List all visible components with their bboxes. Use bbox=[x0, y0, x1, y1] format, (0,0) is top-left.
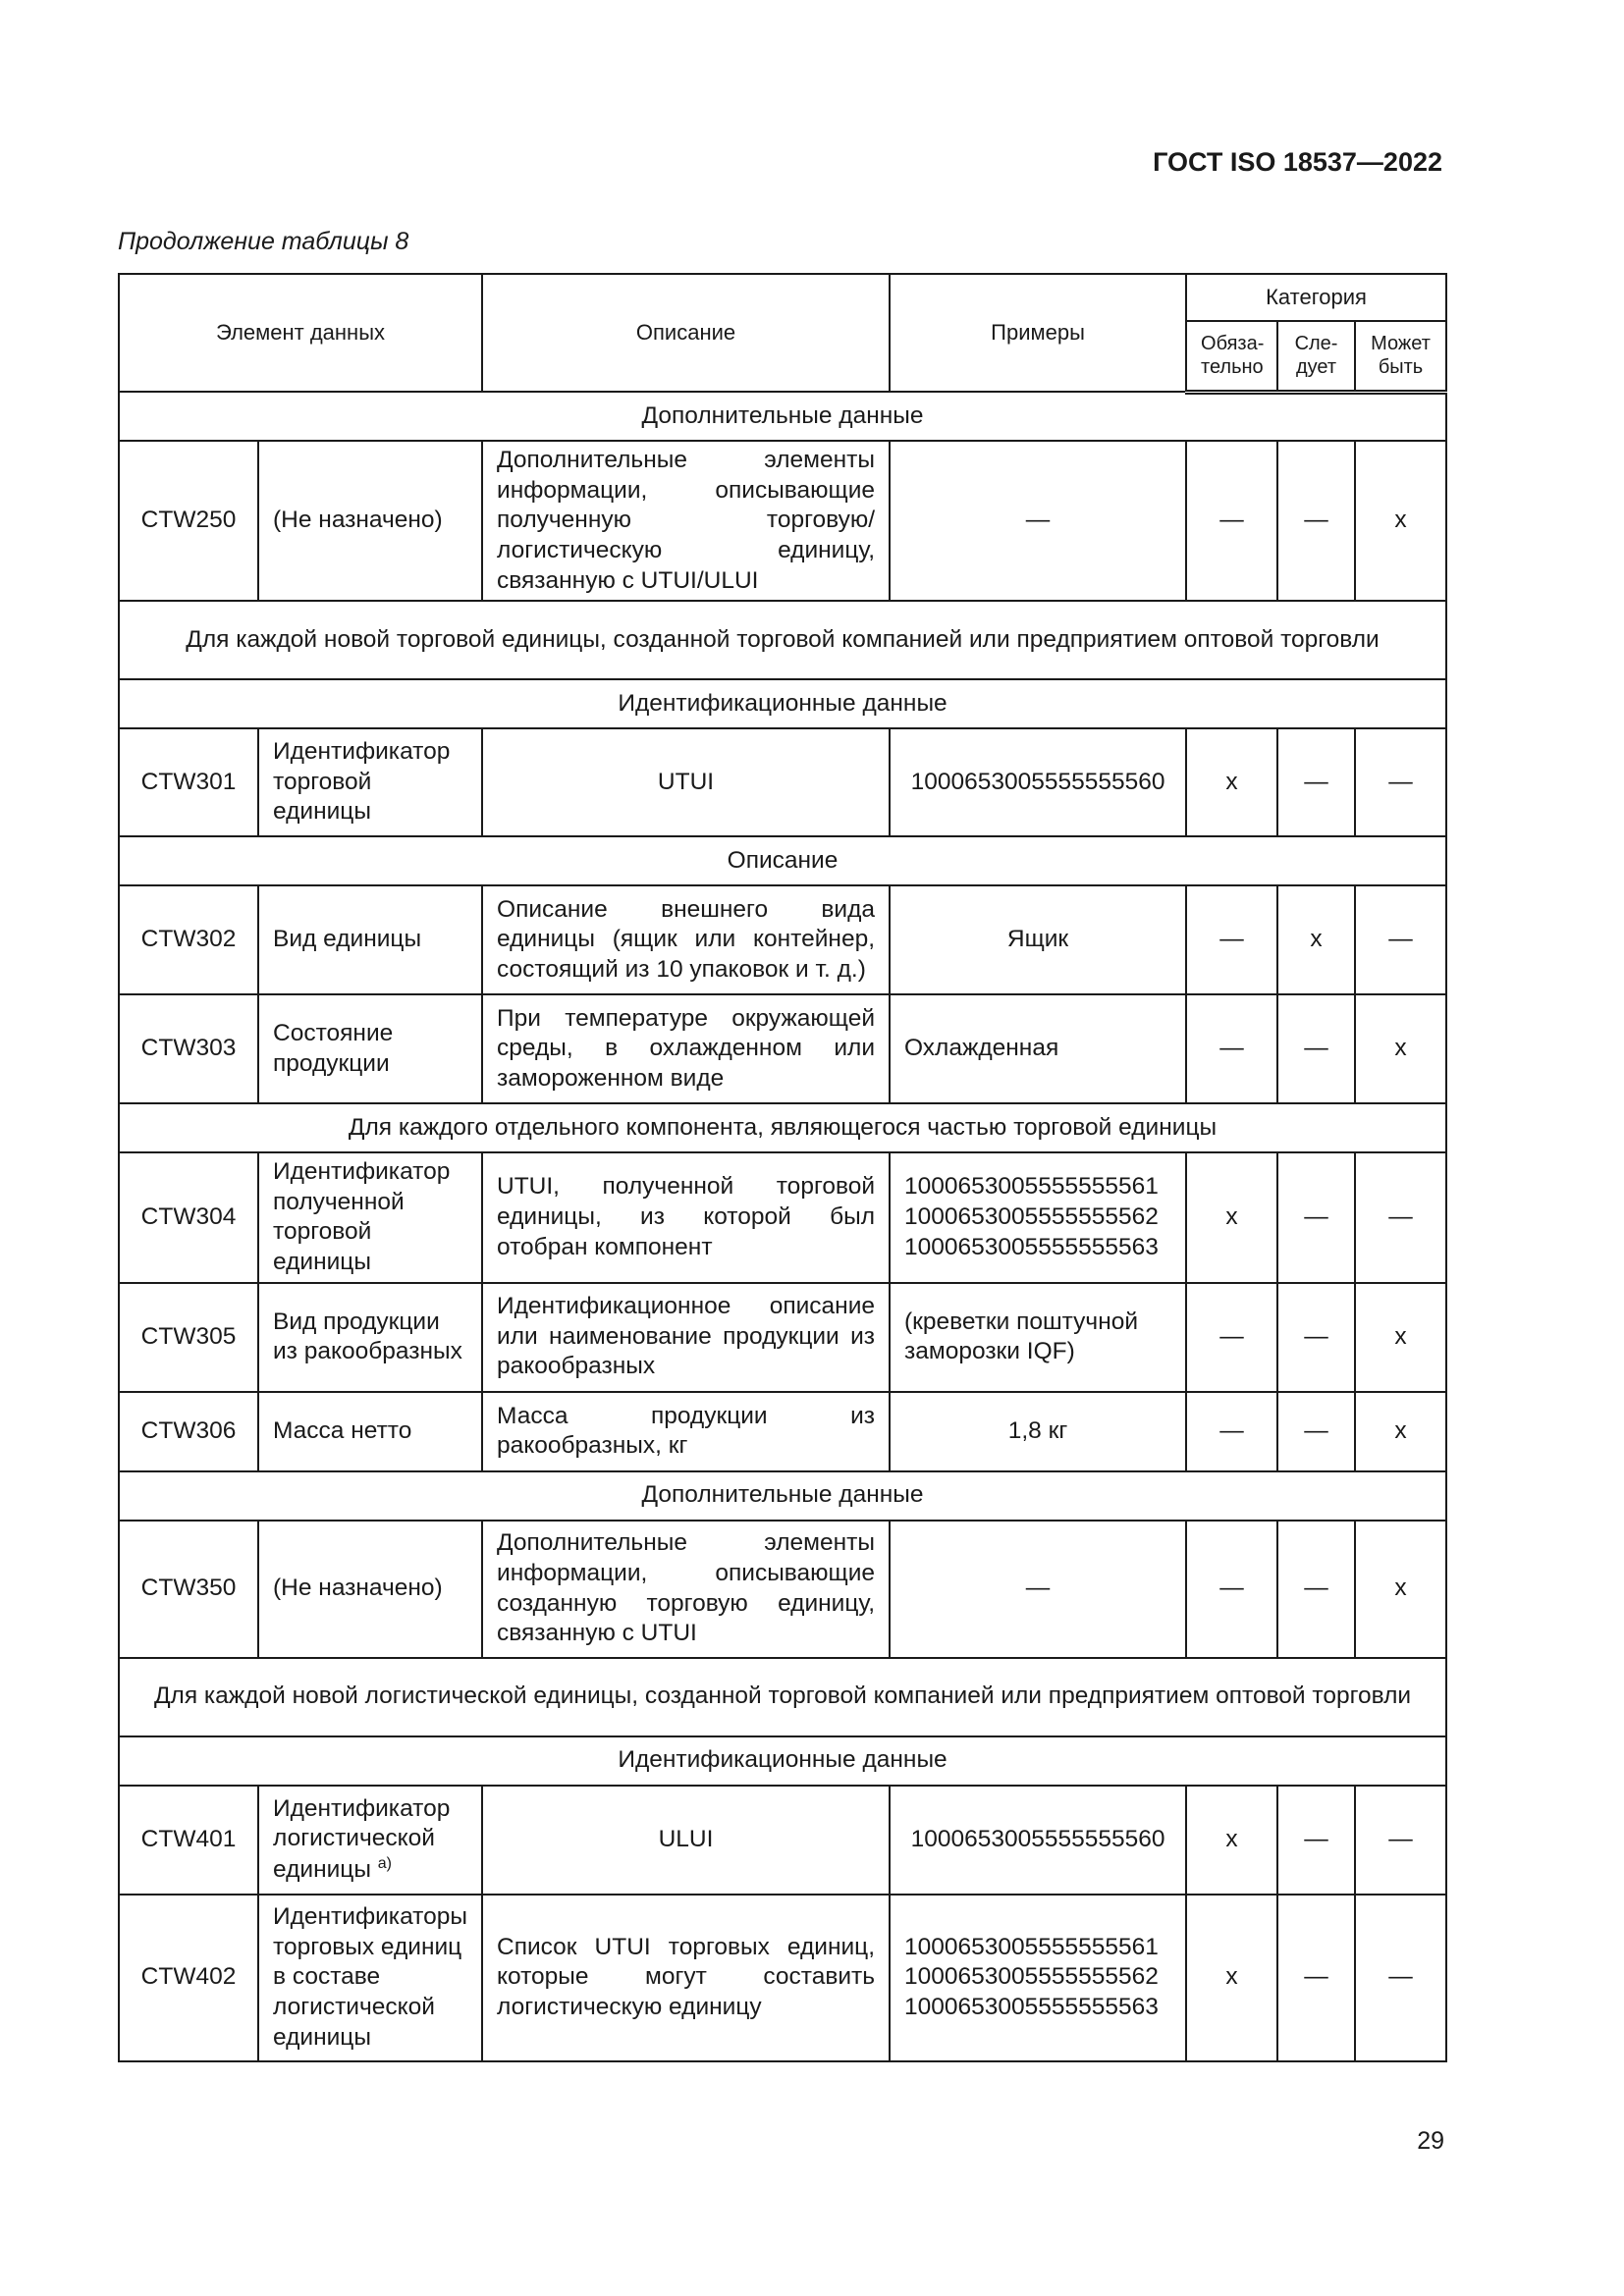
category-required-mark: — bbox=[1186, 994, 1277, 1103]
row-code: CTW306 bbox=[119, 1392, 258, 1471]
row-element-text: Идентификатор логистической единицы bbox=[273, 1794, 451, 1884]
page-number: 29 bbox=[1417, 2127, 1444, 2155]
row-code: CTW402 bbox=[119, 1895, 258, 2061]
row-code: CTW350 bbox=[119, 1521, 258, 1658]
row-element: Идентификатор торговой единицы bbox=[258, 728, 482, 836]
header-category-required: Обяза-тельно bbox=[1186, 321, 1277, 392]
example-value: 1000653005555555561 bbox=[904, 1933, 1159, 1960]
row-code: CTW304 bbox=[119, 1152, 258, 1283]
section-new-trade-unit: Для каждой новой торговой единицы, созданной торговой компанией или предприятием оптовой торговли bbox=[119, 601, 1446, 679]
example-value: — bbox=[1025, 507, 1051, 534]
footnote-mark: а) bbox=[377, 1854, 392, 1872]
category-should-mark: x bbox=[1277, 885, 1355, 994]
example-value: 1000653005555555562 bbox=[904, 1963, 1159, 1991]
category-should-mark: — bbox=[1277, 994, 1355, 1103]
row-code: CTW303 bbox=[119, 994, 258, 1103]
table-row bbox=[119, 1521, 1446, 1658]
table-row bbox=[119, 885, 1446, 994]
table-row bbox=[119, 1895, 1446, 2061]
table-row bbox=[119, 1392, 1446, 1471]
category-required-mark: x bbox=[1186, 1895, 1277, 2061]
document-number: ГОСТ ISO 18537—2022 bbox=[1153, 147, 1442, 177]
header-data-element: Элемент данных bbox=[119, 274, 482, 392]
category-may-mark: — bbox=[1355, 885, 1446, 994]
row-description: ULUI bbox=[482, 1786, 890, 1895]
category-may-mark: — bbox=[1355, 1786, 1446, 1895]
row-description: Список UTUI торговых единиц, которые могут составить логистическую единицу bbox=[482, 1895, 890, 2061]
row-description: Дополнительные элементы информации, описывающие полученную торговую/логистическую единицу, связанную с UTUI/ULUI bbox=[482, 441, 890, 601]
data-elements-table bbox=[118, 273, 1447, 2062]
category-may-mark: x bbox=[1355, 441, 1446, 601]
header-category: Категория bbox=[1186, 274, 1446, 321]
category-required-mark: x bbox=[1186, 1786, 1277, 1895]
row-code: CTW301 bbox=[119, 728, 258, 836]
category-may-mark: — bbox=[1355, 728, 1446, 836]
row-element: Вид продукции из ракообразных bbox=[258, 1283, 482, 1392]
category-should-mark: — bbox=[1277, 728, 1355, 836]
row-examples bbox=[890, 885, 1186, 994]
row-description: UTUI, полученной торговой единицы, из которой был отобран компонент bbox=[482, 1152, 890, 1283]
row-examples bbox=[890, 1521, 1186, 1658]
row-examples bbox=[890, 1786, 1186, 1895]
table-row bbox=[119, 1152, 1446, 1283]
example-value: 1000653005555555561 bbox=[904, 1173, 1159, 1201]
section-identification-data: Идентификационные данные bbox=[119, 679, 1446, 728]
category-should-mark: — bbox=[1277, 1895, 1355, 2061]
row-code: CTW401 bbox=[119, 1786, 258, 1895]
category-required-mark: — bbox=[1186, 441, 1277, 601]
table-row bbox=[119, 994, 1446, 1103]
section-additional-data: Дополнительные данные bbox=[119, 392, 1446, 441]
table-row bbox=[119, 441, 1446, 601]
row-examples bbox=[890, 1392, 1186, 1471]
category-may-mark: x bbox=[1355, 994, 1446, 1103]
row-description: Дополнительные элементы информации, описывающие созданную торговую единицу, связанную с UTUI bbox=[482, 1521, 890, 1658]
row-element bbox=[258, 1786, 482, 1895]
example-value: 1,8 кг bbox=[1007, 1416, 1068, 1444]
section-new-logistic-unit: Для каждой новой логистической единицы, созданной торговой компанией или предприятием оптовой торговли bbox=[119, 1658, 1446, 1736]
category-should-mark: — bbox=[1277, 441, 1355, 601]
row-description: Масса продукции из ракообразных, кг bbox=[482, 1392, 890, 1471]
category-may-mark: x bbox=[1355, 1392, 1446, 1471]
row-examples bbox=[890, 994, 1186, 1103]
row-code: CTW302 bbox=[119, 885, 258, 994]
category-may-mark: — bbox=[1355, 1152, 1446, 1283]
header-category-may: Может быть bbox=[1355, 321, 1446, 392]
row-element: (Не назначено) bbox=[258, 441, 482, 601]
example-value: 1000653005555555563 bbox=[904, 1993, 1159, 2020]
example-value: 1000653005555555563 bbox=[904, 1233, 1159, 1260]
example-value: — bbox=[1025, 1575, 1051, 1602]
example-value: 1000653005555555560 bbox=[910, 768, 1165, 795]
category-should-mark: — bbox=[1277, 1786, 1355, 1895]
row-code: CTW250 bbox=[119, 441, 258, 601]
row-examples bbox=[890, 441, 1186, 601]
section-additional-data: Дополнительные данные bbox=[119, 1471, 1446, 1521]
category-may-mark: x bbox=[1355, 1283, 1446, 1392]
category-should-mark: — bbox=[1277, 1152, 1355, 1283]
row-examples bbox=[890, 728, 1186, 836]
row-element: Вид единицы bbox=[258, 885, 482, 994]
row-element: Идентификаторы торговых единиц в составе логистической единицы bbox=[258, 1895, 482, 2061]
section-each-component: Для каждого отдельного компонента, являющегося частью торговой единицы bbox=[119, 1103, 1446, 1152]
category-may-mark: — bbox=[1355, 1895, 1446, 2061]
row-element: Идентификатор полученной торговой единицы bbox=[258, 1152, 482, 1283]
row-element: Масса нетто bbox=[258, 1392, 482, 1471]
category-required-mark: — bbox=[1186, 1392, 1277, 1471]
category-should-mark: — bbox=[1277, 1521, 1355, 1658]
row-description: Идентификационное описание или наименование продукции из ракообразных bbox=[482, 1283, 890, 1392]
category-required-mark: — bbox=[1186, 885, 1277, 994]
table-row bbox=[119, 728, 1446, 836]
category-should-mark: — bbox=[1277, 1283, 1355, 1392]
row-element: Состояние продукции bbox=[258, 994, 482, 1103]
table-caption: Продолжение таблицы 8 bbox=[118, 228, 409, 255]
row-code: CTW305 bbox=[119, 1283, 258, 1392]
table-row bbox=[119, 1786, 1446, 1895]
example-value: 1000653005555555560 bbox=[910, 1825, 1165, 1852]
section-description: Описание bbox=[119, 836, 1446, 885]
row-description: При температуре окружающей среды, в охлажденном или замороженном виде bbox=[482, 994, 890, 1103]
row-element: (Не назначено) bbox=[258, 1521, 482, 1658]
category-may-mark: x bbox=[1355, 1521, 1446, 1658]
category-required-mark: x bbox=[1186, 728, 1277, 836]
example-value: (креветки поштучной заморозки IQF) bbox=[904, 1308, 1139, 1365]
section-identification-data: Идентификационные данные bbox=[119, 1736, 1446, 1786]
category-required-mark: — bbox=[1186, 1521, 1277, 1658]
example-value: Ящик bbox=[1006, 926, 1069, 953]
category-required-mark: — bbox=[1186, 1283, 1277, 1392]
header-category-should: Сле-дует bbox=[1277, 321, 1355, 392]
table-row bbox=[119, 1283, 1446, 1392]
example-value: Охлажденная bbox=[904, 1035, 1059, 1062]
example-value: 1000653005555555562 bbox=[904, 1203, 1159, 1231]
row-examples bbox=[890, 1895, 1186, 2061]
header-description: Описание bbox=[482, 274, 890, 392]
row-description: Описание внешнего вида единицы (ящик или контейнер, состоящий из 10 упаковок и т. д.) bbox=[482, 885, 890, 994]
category-should-mark: — bbox=[1277, 1392, 1355, 1471]
row-examples bbox=[890, 1152, 1186, 1283]
row-examples bbox=[890, 1283, 1186, 1392]
category-required-mark: x bbox=[1186, 1152, 1277, 1283]
header-examples: Примеры bbox=[890, 274, 1186, 392]
row-description: UTUI bbox=[482, 728, 890, 836]
